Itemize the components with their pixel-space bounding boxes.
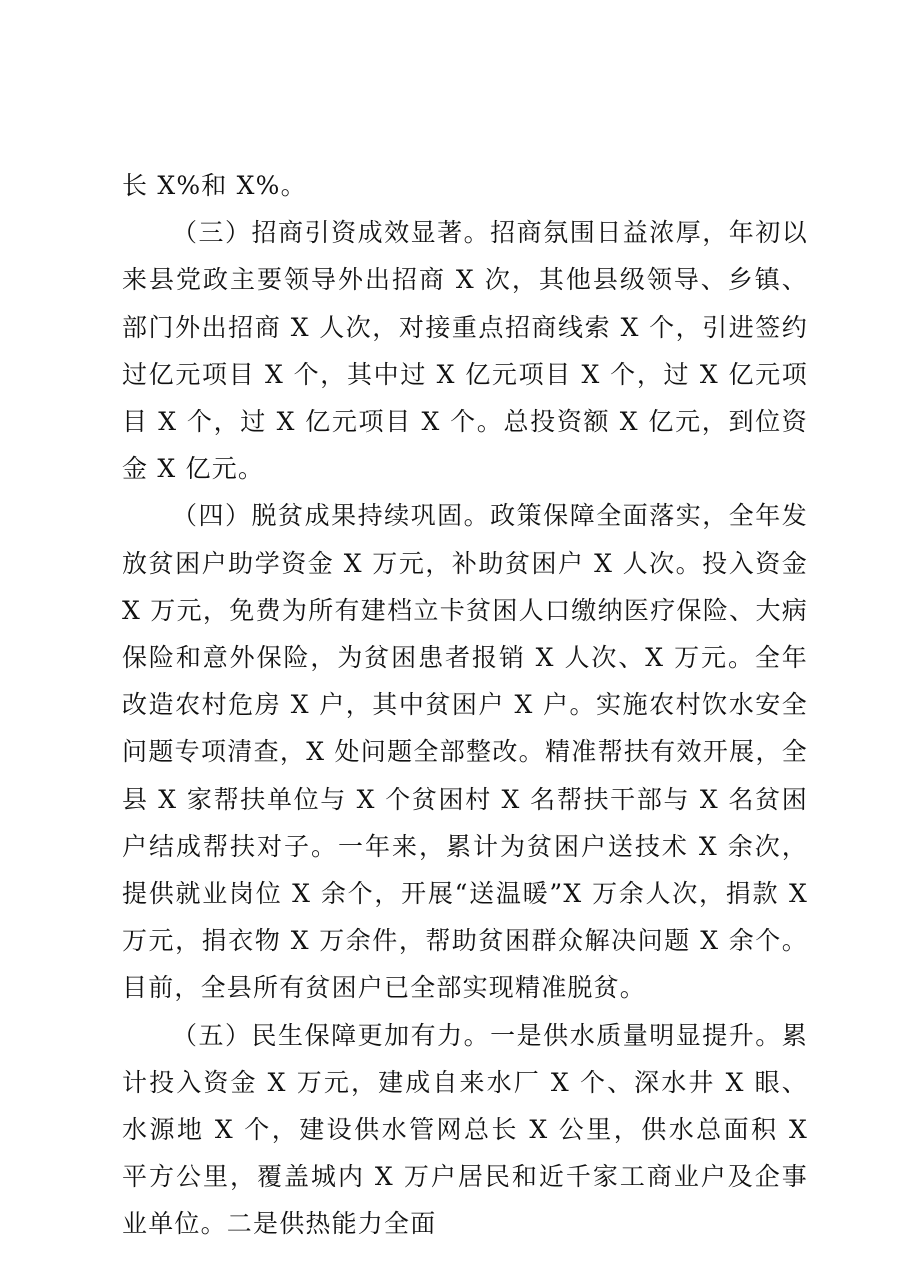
paragraph-livelihood: （五）民生保障更加有力。一是供水质量明显提升。累计投入资金 X 万元，建成自来水厂 X 个、深水井 X 眼、水源地 X 个，建设供水管网总长 X 公里，供水总面积 X 平方公里，覆盖城内 X 万户居民和近千家工商业户及企事业单位。二是供热能力全面 <box>122 1020 808 1239</box>
paragraph-investment: （三）招商引资成效显著。招商氛围日益浓厚，年初以来县党政主要领导外出招商 X 次，其他县级领导、乡镇、部门外出招商 X 人次，对接重点招商线索 X 个，引进签约过亿元项目 X 个，其中过 X 亿元项目 X 个，过 X 亿元项目 X 个，过 X 亿元项目 X 个。总投资额 X 亿元，到位资金 X 亿元。 <box>122 218 808 484</box>
document-body <box>122 162 808 1248</box>
paragraph-continued: 长 X%和 X%。 <box>122 171 307 200</box>
paragraph-poverty: （四）脱贫成果持续巩固。政策保障全面落实，全年发放贫困户助学资金 X 万元，补助贫困户 X 人次。投入资金 X 万元，免费为所有建档立卡贫困人口缴纳医疗保险、大病保险和意外保险，为贫困患者报销 X 人次、X 万元。全年改造农村危房 X 户，其中贫困户 X 户。实施农村饮水安全问题专项清查，X 处问题全部整改。精准帮扶有效开展，全县 X 家帮扶单位与 X 个贫困村 X 名帮扶干部与 X 名贫困户结成帮扶对子。一年来，累计为贫困户送技术 X 余次，提供就业岗位 X 余个，开展“送温暖”X 万余人次，捐款 X 万元，捐衣物 X 万余件，帮助贫困群众解决问题 X 余个。目前，全县所有贫困户已全部实现精准脱贫。 <box>122 501 808 1003</box>
